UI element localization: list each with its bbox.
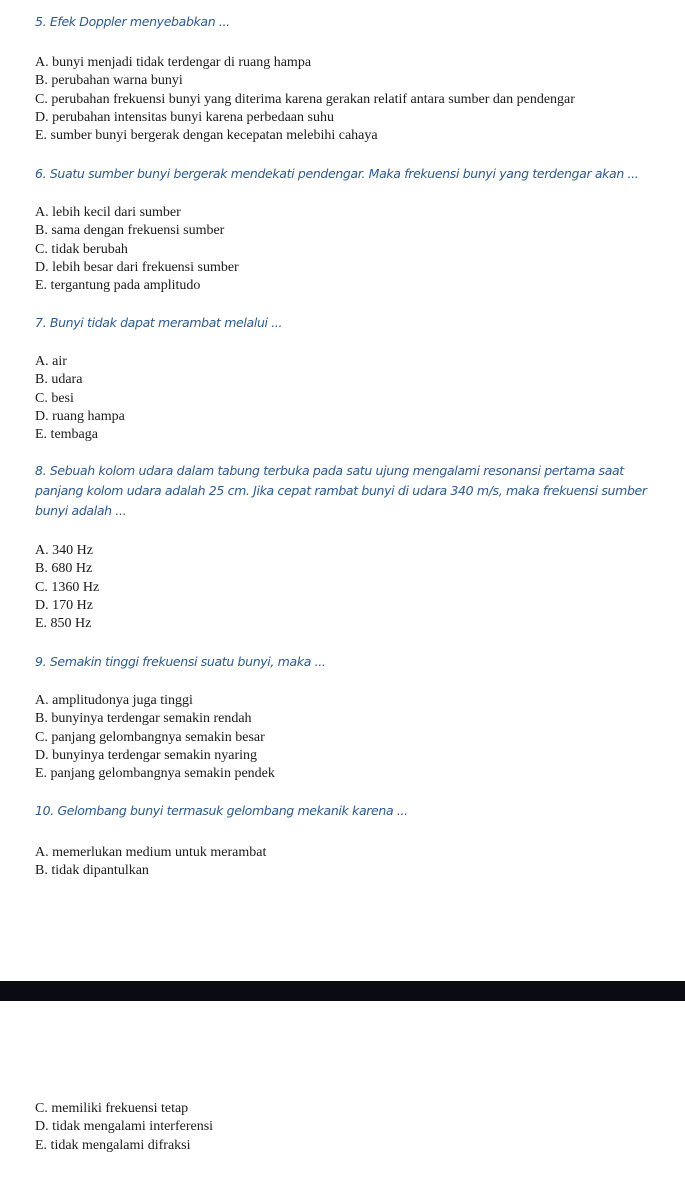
option-c: C. memiliki frekuensi tetap bbox=[35, 1101, 189, 1116]
option-c: C. besi bbox=[35, 390, 74, 406]
question-7-options bbox=[0, 353, 685, 444]
option-c: C. panjang gelombangnya semakin besar bbox=[35, 729, 265, 745]
page-break-band bbox=[0, 981, 685, 1001]
option-b: B. 680 Hz bbox=[35, 561, 93, 577]
option-d: D. lebih besar dari frekuensi sumber bbox=[35, 259, 239, 275]
question-9-options bbox=[0, 692, 685, 783]
question-5 bbox=[0, 12, 685, 32]
option-a: A. air bbox=[35, 354, 67, 369]
question-text: 9. Semakin tinggi frekuensi suatu bunyi, maka ... bbox=[35, 654, 326, 669]
option-e: E. tembaga bbox=[35, 427, 98, 443]
question-text: 7. Bunyi tidak dapat merambat melalui ... bbox=[35, 315, 283, 330]
option-a: A. bunyi menjadi tidak terdengar di ruang hampa bbox=[35, 55, 312, 70]
option-d: D. perubahan intensitas bunyi karena perbedaan suhu bbox=[35, 109, 334, 125]
question-6-options bbox=[0, 204, 685, 295]
option-b: B. sama dengan frekuensi sumber bbox=[35, 223, 225, 239]
option-d: D. tidak mengalami interferensi bbox=[35, 1119, 214, 1135]
option-b: B. tidak dipantulkan bbox=[35, 863, 149, 879]
option-e: E. panjang gelombangnya semakin pendek bbox=[35, 766, 275, 782]
question-5-options bbox=[0, 54, 685, 145]
question-text: 5. Efek Doppler menyebabkan ... bbox=[35, 14, 230, 29]
question-10 bbox=[0, 801, 685, 821]
option-e: E. sumber bunyi bergerak dengan kecepatan melebihi cahaya bbox=[35, 128, 378, 144]
question-9 bbox=[0, 652, 685, 672]
option-b: B. udara bbox=[35, 372, 83, 388]
option-d: D. 170 Hz bbox=[35, 597, 93, 613]
option-b: B. bunyinya terdengar semakin rendah bbox=[35, 711, 252, 727]
question-8-options bbox=[0, 542, 685, 633]
option-e: E. 850 Hz bbox=[35, 616, 92, 632]
question-text: 10. Gelombang bunyi termasuk gelombang mekanik karena ... bbox=[35, 803, 408, 818]
option-e: E. tidak mengalami difraksi bbox=[35, 1137, 191, 1153]
question-7 bbox=[0, 313, 685, 333]
question-8 bbox=[0, 461, 685, 521]
option-a: A. memerlukan medium untuk merambat bbox=[35, 845, 267, 860]
question-text: 6. Suatu sumber bunyi bergerak mendekati pendengar. Maka frekuensi bunyi yang terdengar akan ... bbox=[35, 166, 639, 181]
option-d: D. bunyinya terdengar semakin nyaring bbox=[35, 747, 257, 763]
question-text: 8. Sebuah kolom udara dalam tabung terbuka pada satu ujung mengalami resonansi pertama saat panjang kolom udara adalah 25 cm. Jika cepat rambat bunyi di udara 340 m/s, maka frekuensi sumber bunyi adalah ... bbox=[35, 463, 647, 518]
option-b: B. perubahan warna bunyi bbox=[35, 73, 183, 89]
option-a: A. amplitudonya juga tinggi bbox=[35, 693, 193, 708]
option-a: A. lebih kecil dari sumber bbox=[35, 205, 181, 220]
question-6 bbox=[0, 164, 685, 184]
option-d: D. ruang hampa bbox=[35, 408, 125, 424]
option-c: C. perubahan frekuensi bunyi yang diterima karena gerakan relatif antara sumber dan pendengar bbox=[35, 91, 575, 107]
question-10-continued-options bbox=[0, 1100, 685, 1155]
question-10-options bbox=[0, 844, 685, 881]
option-a: A. 340 Hz bbox=[35, 543, 93, 558]
option-c: C. 1360 Hz bbox=[35, 579, 100, 595]
option-c: C. tidak berubah bbox=[35, 241, 128, 257]
option-e: E. tergantung pada amplitudo bbox=[35, 278, 201, 294]
